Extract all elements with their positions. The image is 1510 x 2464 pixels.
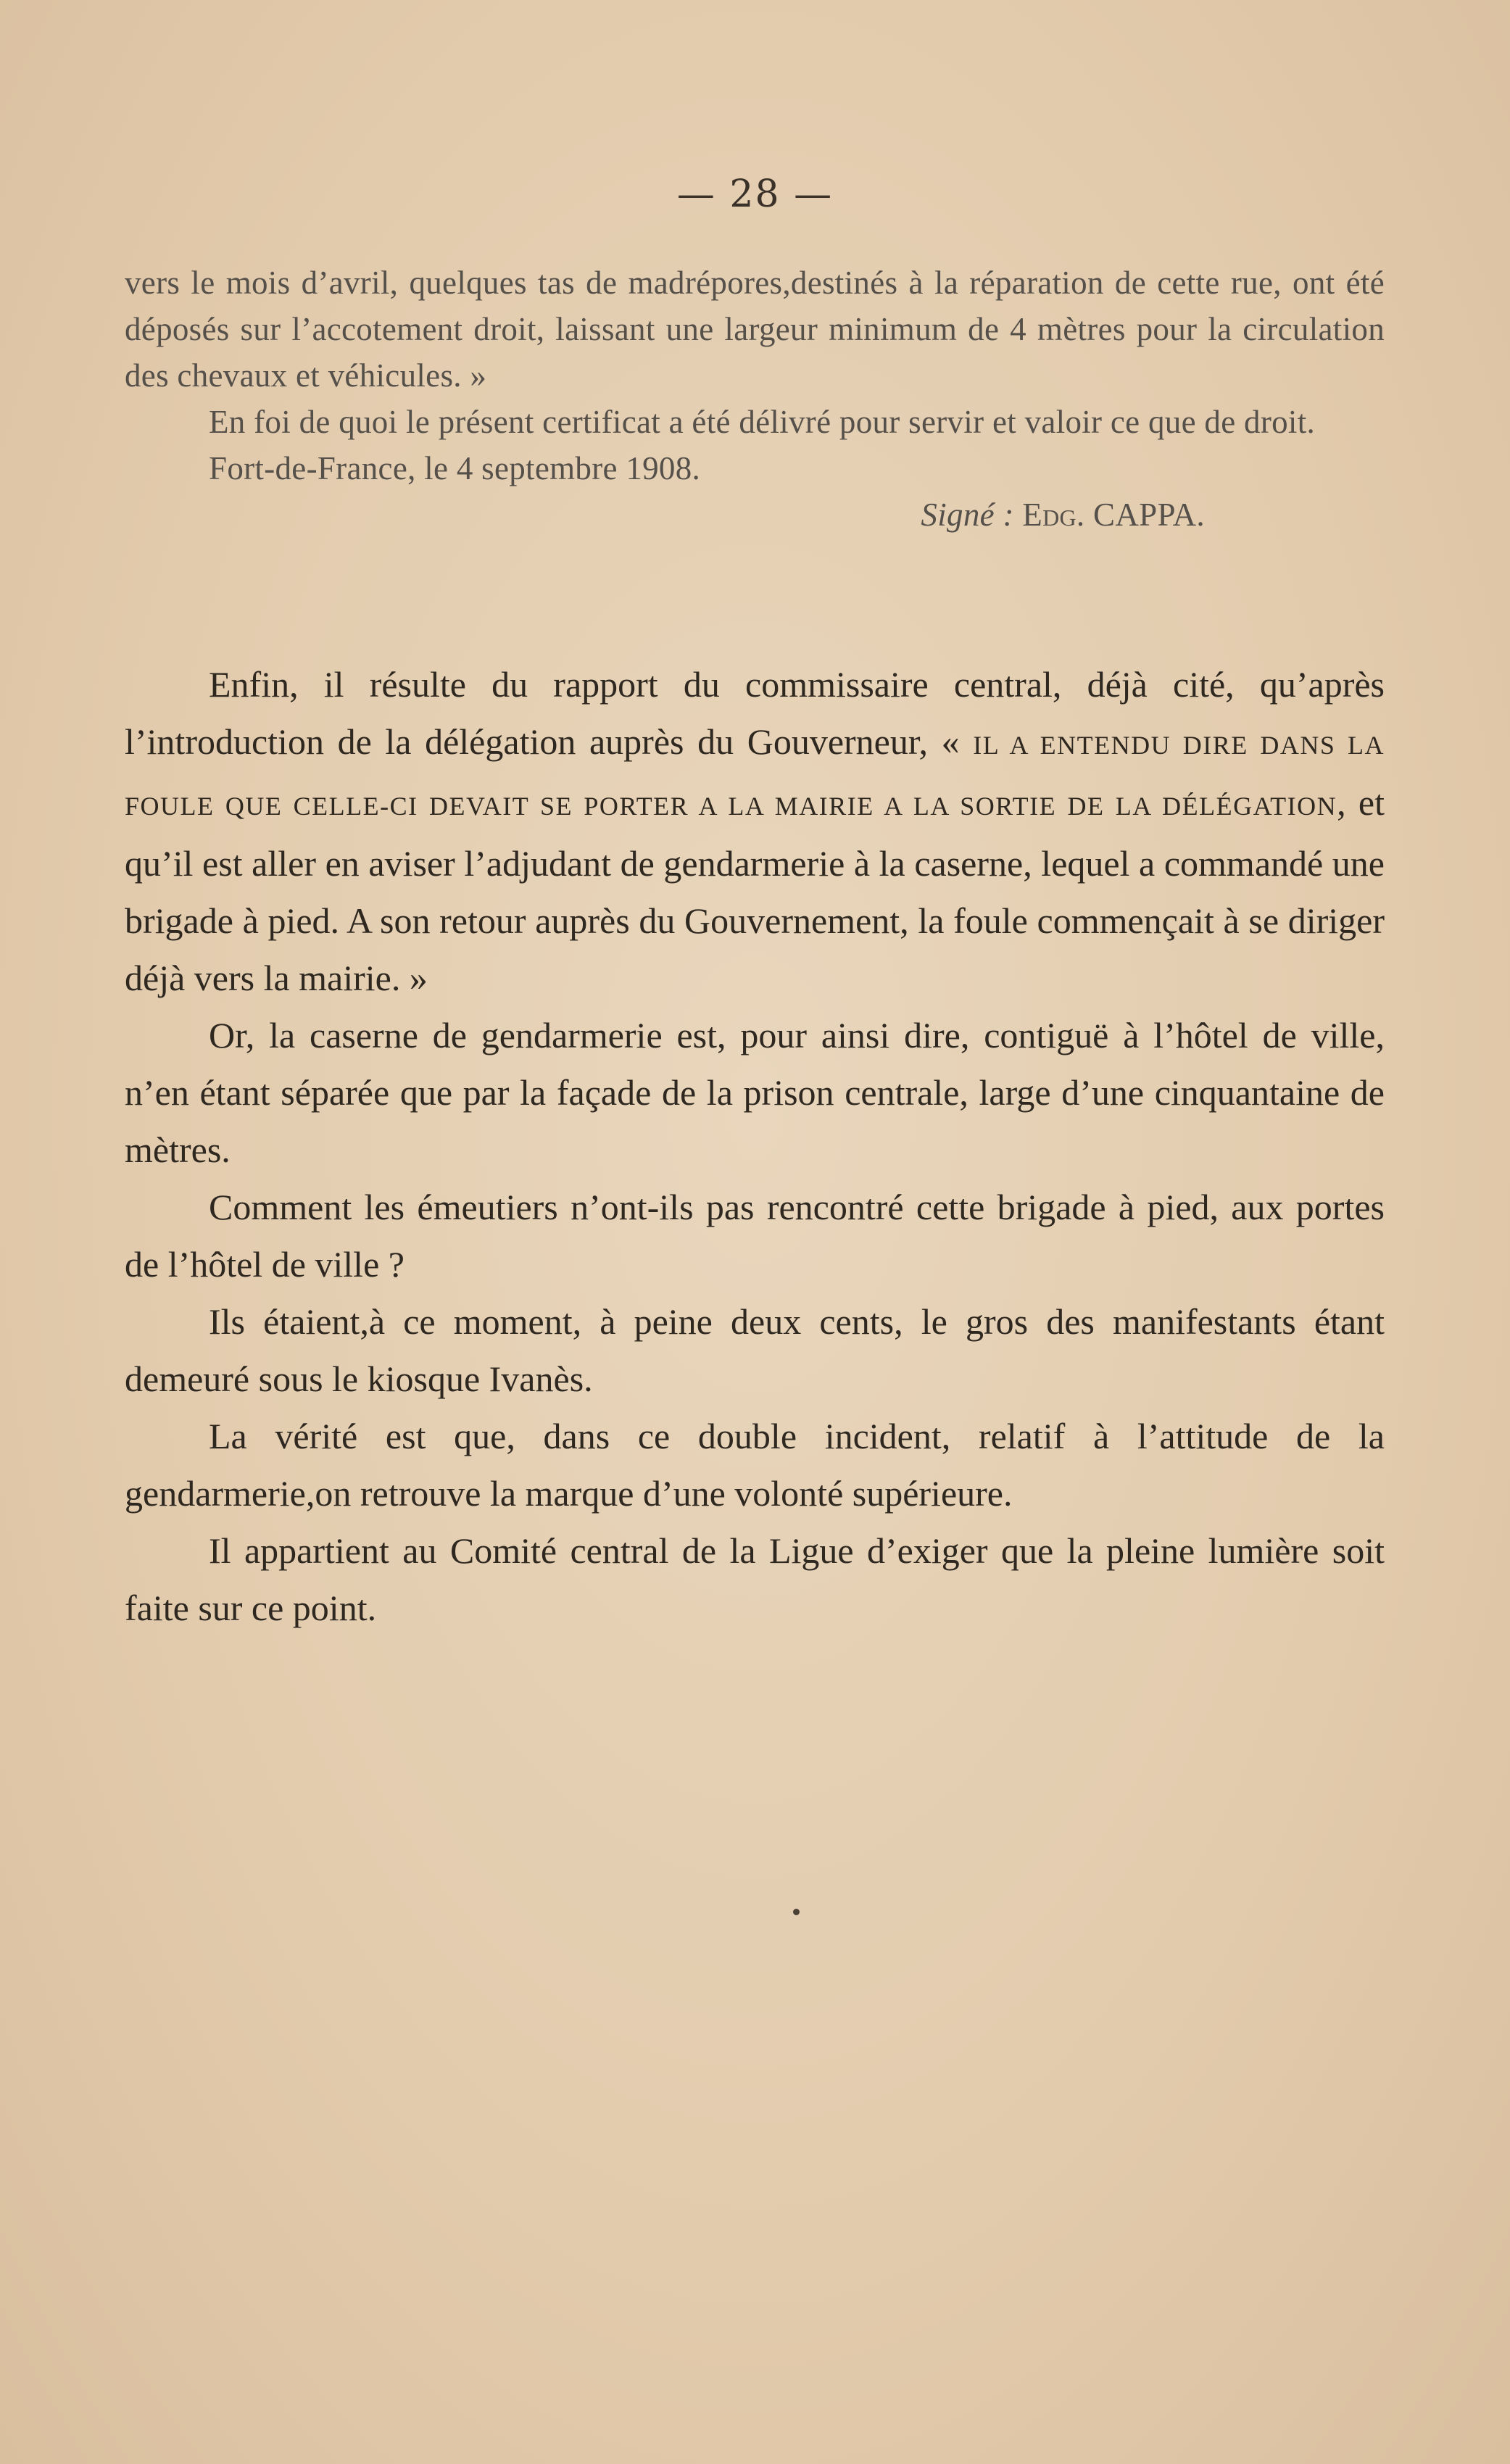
report-intro: Enfin, il résulte du rapport du commissaire central, déjà cité, qu’après l’introduction de la délégation auprès du Gouverneur, « — [125, 664, 1385, 762]
paragraph-league: Il appartient au Comité central de la Ligue d’exiger que la pleine lumière soit faite sur ce point. — [125, 1530, 1385, 1628]
certificate-closing: En foi de quoi le présent certificat a été délivré pour servir et valoir ce que de droit. — [209, 404, 1316, 440]
signer-name: Edg. CAPPA. — [1022, 497, 1205, 533]
paragraph-truth: La vérité est que, dans ce double incident, relatif à l’attitude de la gendarmerie,on retrouve la marque d’une volonté supérieure. — [125, 1416, 1385, 1514]
page-number: — 28 — — [676, 173, 834, 216]
paragraph-question: Comment les émeutiers n’ont-ils pas rencontré cette brigade à pied, aux portes de l’hôtel de ville ? — [125, 1187, 1385, 1285]
quoted-certificate — [125, 260, 1385, 538]
report-quote-caps: IL A ENTENDU DIRE DANS LA FOULE QUE CELLE-CI DEVAIT SE PORTER A LA MAIRIE A LA SORTIE DE LA DÉLÉGATION — [125, 731, 1385, 821]
paragraph-barracks: Or, la caserne de gendarmerie est, pour ainsi dire, contiguë à l’hôtel de ville, n’en étant séparée que par la façade de la prison centrale, large d’une cinquantaine de mètres. — [125, 1015, 1385, 1170]
paragraph-report — [125, 656, 1385, 1007]
main-text — [125, 656, 1385, 1637]
signed-label: Signé : — [921, 497, 1014, 533]
printer-mark — [793, 1909, 800, 1915]
report-continuation: , et qu’il est aller en aviser l’adjudant de gendarmerie à la caserne, lequel a commandé une brigade à pied. A son retour auprès du Gouvernement, la foule commençait à se diriger déjà vers la mairie. » — [125, 782, 1385, 998]
certificate-signature — [125, 491, 1385, 538]
certificate-place-date: Fort-de-France, le 4 septembre 1908. — [209, 450, 701, 486]
paragraph-rioters: Ils étaient,à ce moment, à peine deux cents, le gros des manifestants étant demeuré sous le kiosque Ivanès. — [125, 1301, 1385, 1399]
certificate-paragraph: vers le mois d’avril, quelques tas de madrépores,destinés à la réparation de cette rue, ont été déposés sur l’accotement droit, laissant une largeur minimum de 4 mètres pour la circulation des chevaux et véhicules. » — [125, 265, 1385, 394]
